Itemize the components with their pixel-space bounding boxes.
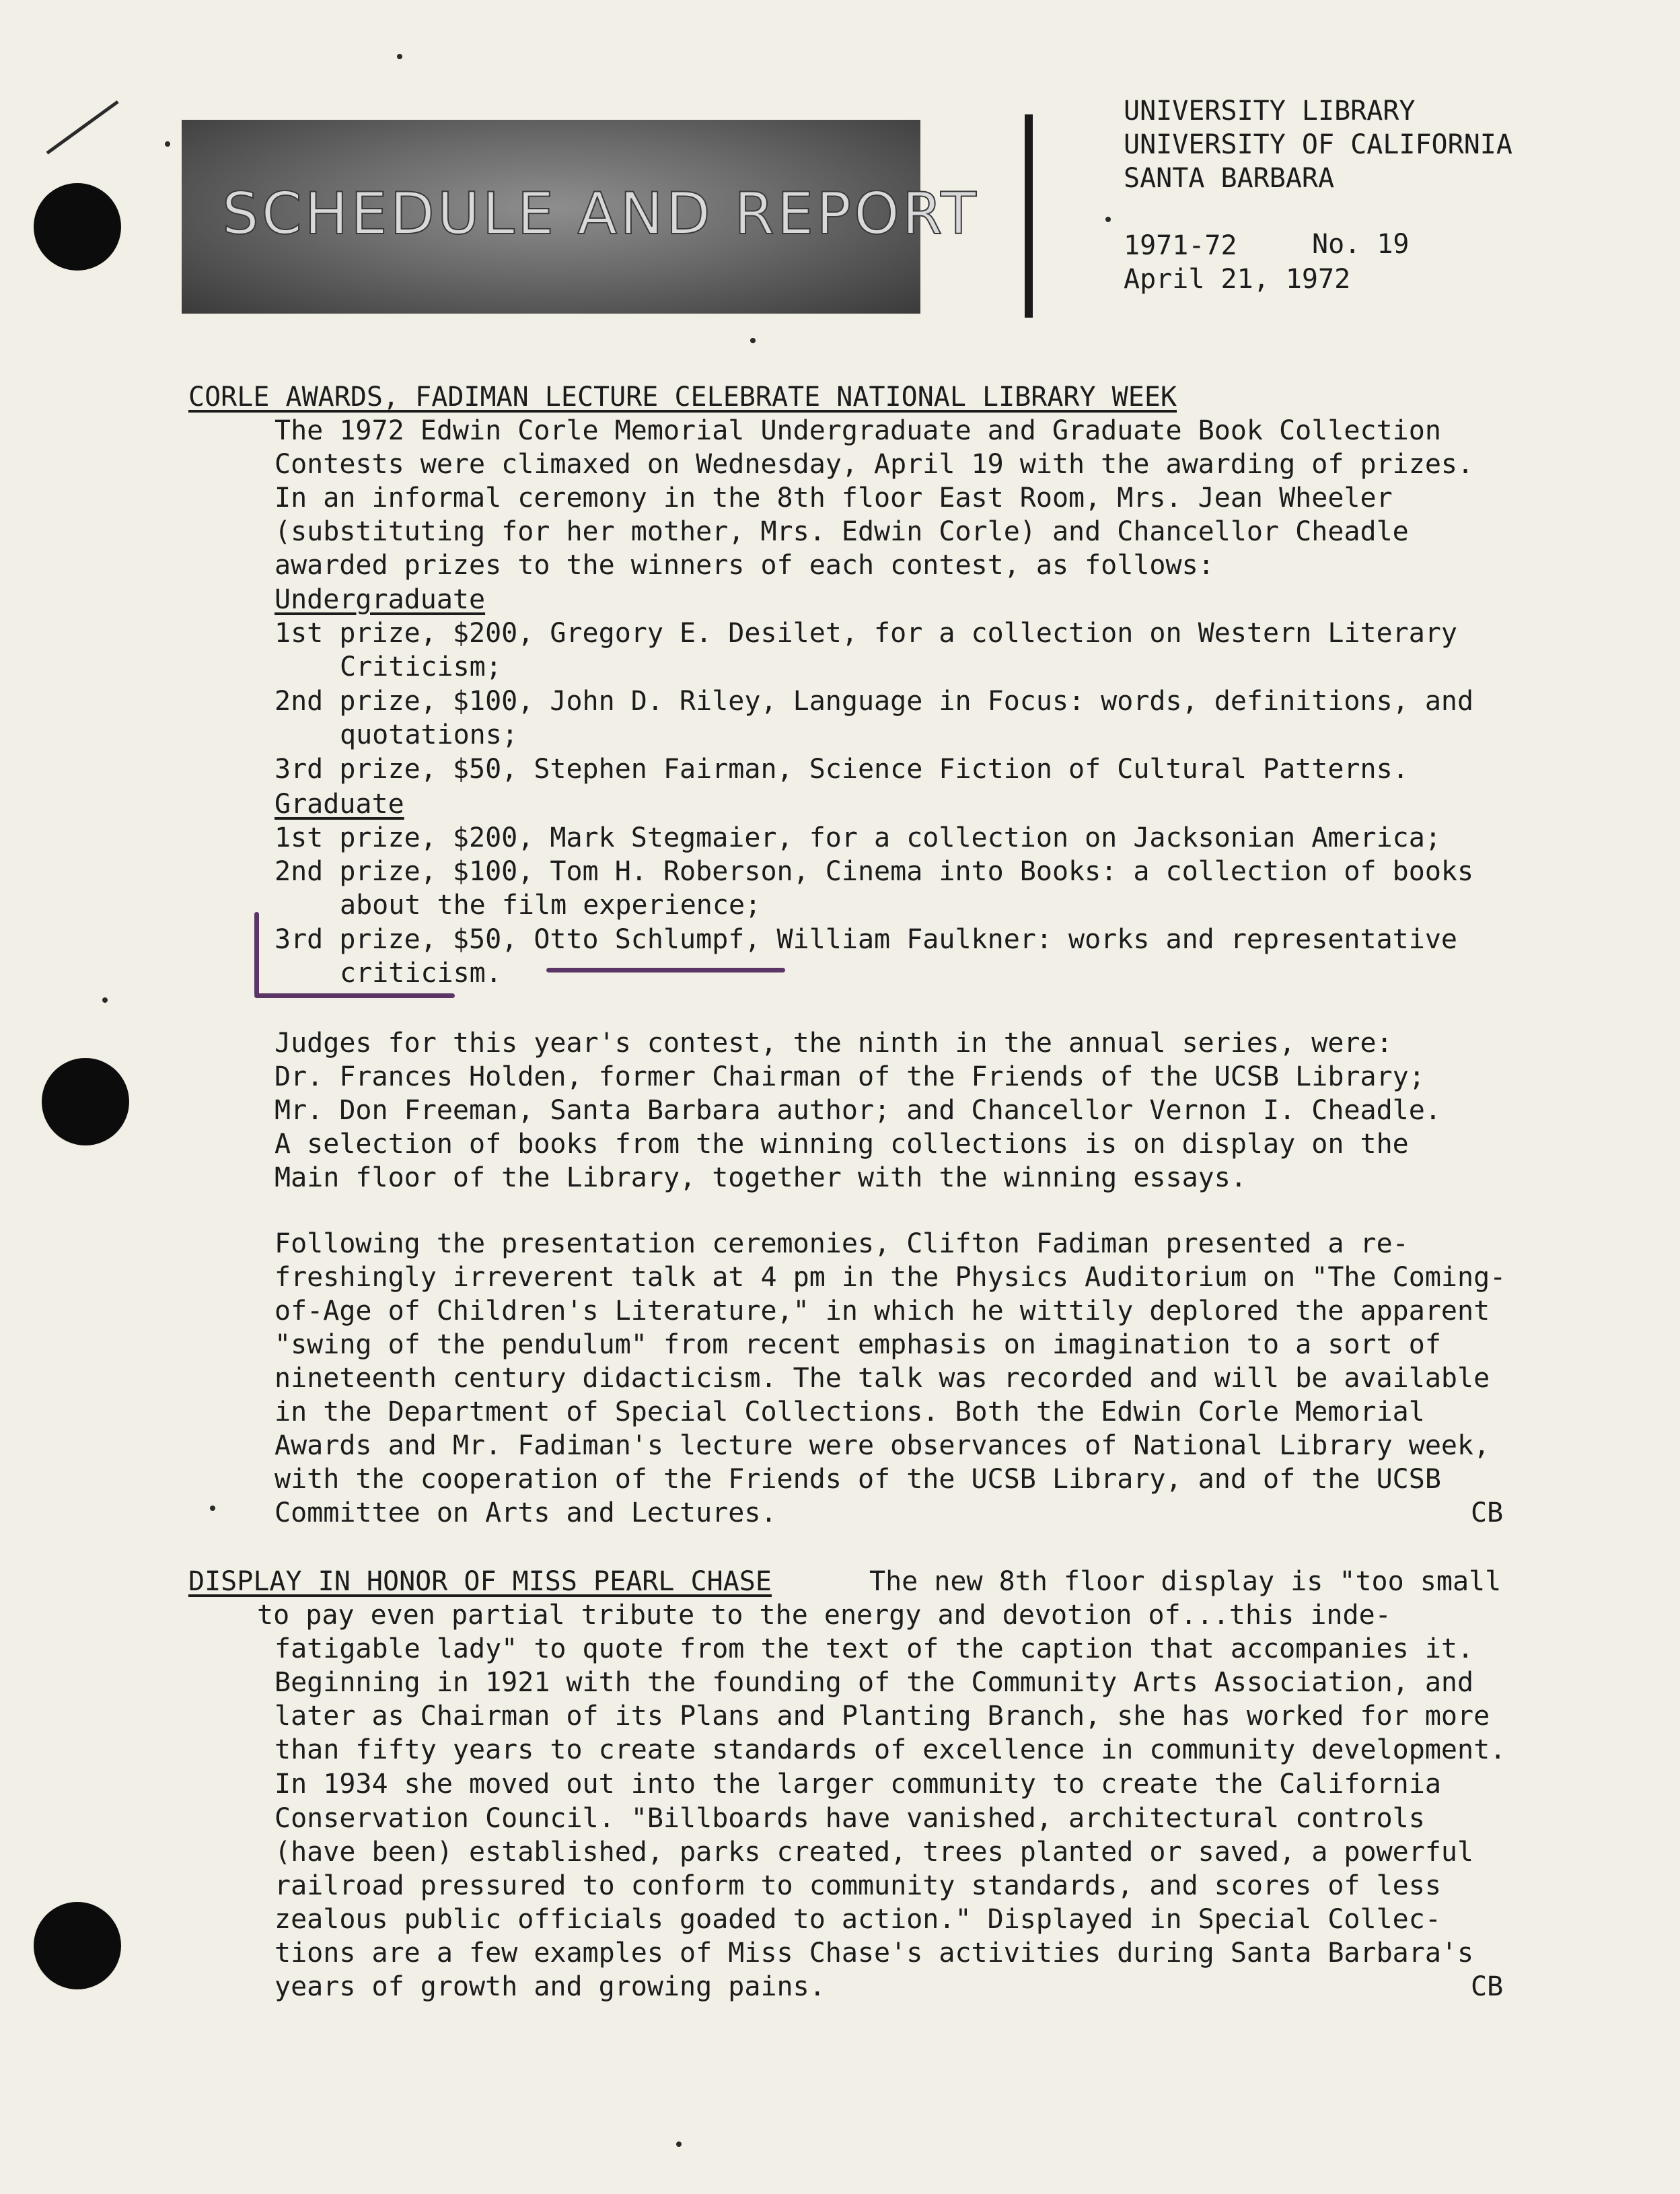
fadiman-line: Awards and Mr. Fadiman's lecture were observances of National Library week,	[275, 1430, 1490, 1461]
article2-line: fatigable lady" to quote from the text of the caption that accompanies it.	[275, 1633, 1474, 1664]
fadiman-line: freshingly irreverent talk at 4 pm in the Physics Auditorium on "The Coming-	[275, 1262, 1506, 1293]
article2-line: Conservation Council. "Billboards have vanished, architectural controls	[275, 1803, 1425, 1834]
prize-line: 3rd prize, $50, Stephen Fairman, Science Fiction of Cultural Patterns.	[275, 754, 1409, 785]
article1-intro-line: (substituting for her mother, Mrs. Edwin Corle) and Chancellor Cheadle	[275, 516, 1409, 547]
stray-dot	[1105, 217, 1111, 222]
issue-date: April 21, 1972	[1124, 264, 1351, 295]
fadiman-line: Committee on Arts and Lectures.	[275, 1497, 777, 1528]
fadiman-line: in the Department of Special Collections. Both the Edwin Corle Memorial	[275, 1396, 1425, 1427]
judges-line: Judges for this year's contest, the ninth in the annual series, were:	[275, 1028, 1393, 1059]
punch-hole-middle	[42, 1058, 129, 1145]
article1-intro-line: awarded prizes to the winners of each contest, as follows:	[275, 550, 1214, 581]
article2-line: than fifty years to create standards of excellence in community development.	[275, 1734, 1506, 1765]
graduate-heading: Graduate	[275, 789, 404, 820]
prize-line: 3rd prize, $50, Otto Schlumpf, William Faulkner: works and representative	[275, 924, 1457, 955]
pen-mark-underline	[546, 968, 785, 972]
stray-dot	[397, 54, 402, 59]
prize-line: 2nd prize, $100, John D. Riley, Language in Focus: words, definitions, and	[275, 686, 1474, 717]
article2-line: tions are a few examples of Miss Chase's activities during Santa Barbara's	[275, 1938, 1474, 1969]
issue-volume: 1971-72	[1124, 230, 1237, 261]
prize-line: 1st prize, $200, Mark Stegmaier, for a collection on Jacksonian America;	[275, 822, 1441, 853]
org-line-3: SANTA BARBARA	[1124, 163, 1335, 194]
pen-mark-bracket-vertical	[254, 912, 259, 996]
pencil-scratch	[46, 100, 119, 154]
stray-dot	[750, 338, 756, 343]
article1-intro-line: Contests were climaxed on Wednesday, April 19 with the awarding of prizes.	[275, 449, 1474, 480]
org-line-2: UNIVERSITY OF CALIFORNIA	[1124, 129, 1512, 160]
prize-line: 2nd prize, $100, Tom H. Roberson, Cinema into Books: a collection of books	[275, 856, 1474, 887]
punch-hole-top	[34, 183, 121, 271]
article2-line: later as Chairman of its Plans and Planting Branch, she has worked for more	[275, 1701, 1490, 1732]
article2-line: In 1934 she moved out into the larger community to create the California	[275, 1769, 1441, 1800]
article2-line: Beginning in 1921 with the founding of the Community Arts Association, and	[275, 1667, 1474, 1698]
fadiman-line: "swing of the pendulum" from recent emphasis on imagination to a sort of	[275, 1329, 1441, 1360]
stray-dot	[165, 141, 170, 147]
fadiman-line: of-Age of Children's Literature," in which he wittily deplored the apparent	[275, 1296, 1490, 1326]
article2-line: (have been) established, parks created, trees planted or saved, a powerful	[275, 1837, 1474, 1868]
article1-intro-line: The 1972 Edwin Corle Memorial Undergraduate and Graduate Book Collection	[275, 415, 1441, 446]
masthead-title: SCHEDULE AND REPORT	[222, 180, 979, 248]
fadiman-line: nineteenth century didacticism. The talk was recorded and will be available	[275, 1363, 1490, 1394]
org-line-1: UNIVERSITY LIBRARY	[1124, 96, 1416, 127]
stray-dot	[102, 997, 108, 1003]
article2-line: years of growth and growing pains.	[275, 1971, 826, 2002]
fadiman-line: Following the presentation ceremonies, Clifton Fadiman presented a re-	[275, 1228, 1409, 1259]
judges-line: Main floor of the Library, together with the winning essays.	[275, 1162, 1247, 1193]
article1-intro-line: In an informal ceremony in the 8th floor East Room, Mrs. Jean Wheeler	[275, 483, 1393, 514]
stray-dot	[210, 1506, 215, 1511]
article2-heading: DISPLAY IN HONOR OF MISS PEARL CHASE	[188, 1566, 772, 1597]
article2-line: zealous public officials goaded to action." Displayed in Special Collec-	[275, 1904, 1441, 1935]
article1-initials: CB	[1471, 1497, 1504, 1528]
article2-initials: CB	[1471, 1971, 1504, 2002]
article2-line: to pay even partial tribute to the energy and devotion of...this inde-	[257, 1600, 1391, 1631]
judges-line: A selection of books from the winning collections is on display on the	[275, 1129, 1409, 1160]
judges-line: Mr. Don Freeman, Santa Barbara author; and Chancellor Vernon I. Cheadle.	[275, 1095, 1441, 1126]
article2-line: railroad pressured to conform to community standards, and scores of less	[275, 1870, 1441, 1901]
prize-line-continued: about the film experience;	[340, 890, 762, 921]
punch-hole-bottom	[34, 1902, 121, 1989]
pen-mark-bracket-horizontal	[254, 993, 455, 998]
judges-line: Dr. Frances Holden, former Chairman of the Friends of the UCSB Library;	[275, 1061, 1425, 1092]
prize-line-continued: criticism.	[340, 958, 502, 989]
issue-number: No. 19	[1312, 229, 1410, 260]
undergraduate-heading: Undergraduate	[275, 584, 486, 615]
prize-line-continued: Criticism;	[340, 651, 502, 682]
article1-heading: CORLE AWARDS, FADIMAN LECTURE CELEBRATE NATIONAL LIBRARY WEEK	[188, 382, 1177, 413]
prize-line: 1st prize, $200, Gregory E. Desilet, for a collection on Western Literary	[275, 618, 1457, 649]
header-divider	[1025, 114, 1033, 318]
stray-dot	[676, 2142, 682, 2147]
fadiman-line: with the cooperation of the Friends of the UCSB Library, and of the UCSB	[275, 1464, 1441, 1495]
prize-line-continued: quotations;	[340, 719, 518, 750]
article2-first-line: The new 8th floor display is "too small	[869, 1566, 1502, 1597]
